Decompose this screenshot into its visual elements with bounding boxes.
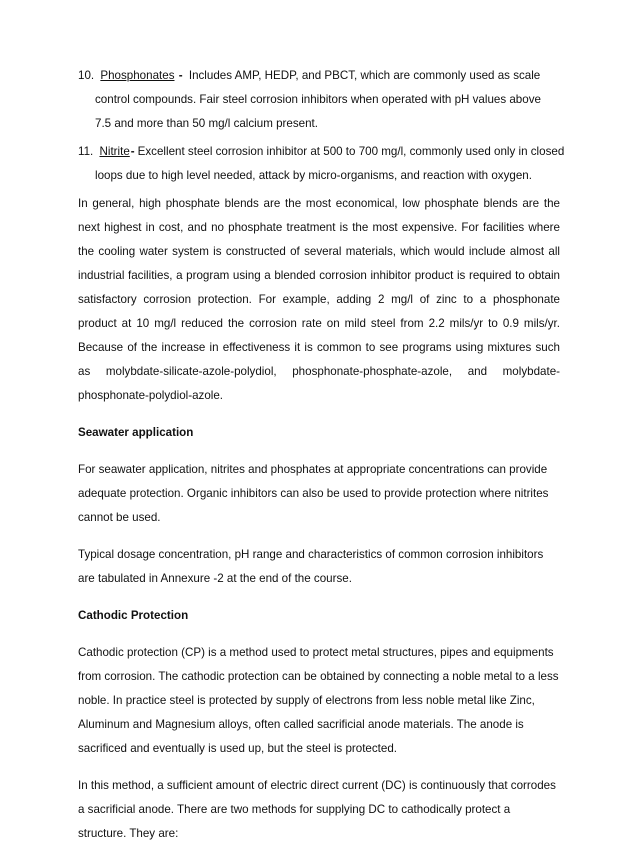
list-item-phosphonates	[78, 64, 560, 136]
list-item-first-line	[78, 64, 560, 88]
heading-seawater: Seawater application	[78, 426, 194, 439]
list-text: Includes AMP, HEDP, and PBCT, which are commonly used as scale	[188, 69, 541, 82]
list-item-first-line	[78, 140, 565, 164]
list-text: Excellent steel corrosion inhibitor at 500 to 700 mg/l, commonly used only in closed	[137, 145, 565, 158]
paragraph-seawater-2: Typical dosage concentration, pH range and characteristics of common corrosion inhibitors are tabulated in Annexure -2 at the end of the course.	[78, 548, 544, 585]
list-term: Nitrite	[99, 145, 130, 158]
paragraph-cathodic-2: In this method, a sufficient amount of electric direct current (DC) is continuously that corrodes a sacrificial anode. There are two methods for supplying DC to cathodically protect a structure. They are:	[78, 779, 556, 840]
paragraph-general: In general, high phosphate blends are the most economical, low phosphate blends are the next highest in cost, and no phosphate treatment is the most expensive. For facilities where the cooling water system is constructed of several materials, which would include almost all industrial facilities, a program using a blended corrosion inhibitor product is required to obtain satisfactory corrosion protection. For example, adding 2 mg/l of zinc to a phosphonate product at 10 mg/l reduced the corrosion rate on mild steel from 2.2 mils/yr to 0.9 mils/yr. Because of the increase in effectiveness it is common to see programs using mixtures such as molybdate-silicate-azole-polydiol, phosphonate-phosphate-azole, and molybdate-phosphonate-polydiol-azole.	[78, 197, 560, 402]
list-number: 10.	[78, 69, 95, 82]
list-separator: -	[130, 145, 135, 158]
paragraph-cathodic-1: Cathodic protection (CP) is a method used to protect metal structures, pipes and equipments from corrosion. The cathodic protection can be obtained by connecting a noble metal to a less noble. In practice steel is protected by supply of electrons from less noble metal like Zinc, Aluminum and Magnesium alloys, often called sacrificial anode materials. The anode is sacrificed and eventually is used up, but the steel is protected.	[78, 646, 559, 755]
list-continuation: control compounds. Fair steel corrosion inhibitors when operated with pH values above 7.5 and more than 50 mg/l calcium present.	[95, 93, 541, 130]
document-page	[78, 64, 565, 859]
paragraph-seawater-1: For seawater application, nitrites and phosphates at appropriate concentrations can provide adequate protection. Organic inhibitors can also be used to provide protection where nitrites cannot be used.	[78, 463, 549, 524]
list-continuation: loops due to high level needed, attack by micro-organisms, and reaction with oxygen.	[95, 169, 532, 182]
list-item-nitrite	[78, 140, 565, 188]
list-number: 11.	[78, 145, 94, 158]
heading-cathodic: Cathodic Protection	[78, 609, 189, 622]
list-separator: -	[178, 69, 183, 82]
list-term: Phosphonates	[100, 69, 175, 82]
